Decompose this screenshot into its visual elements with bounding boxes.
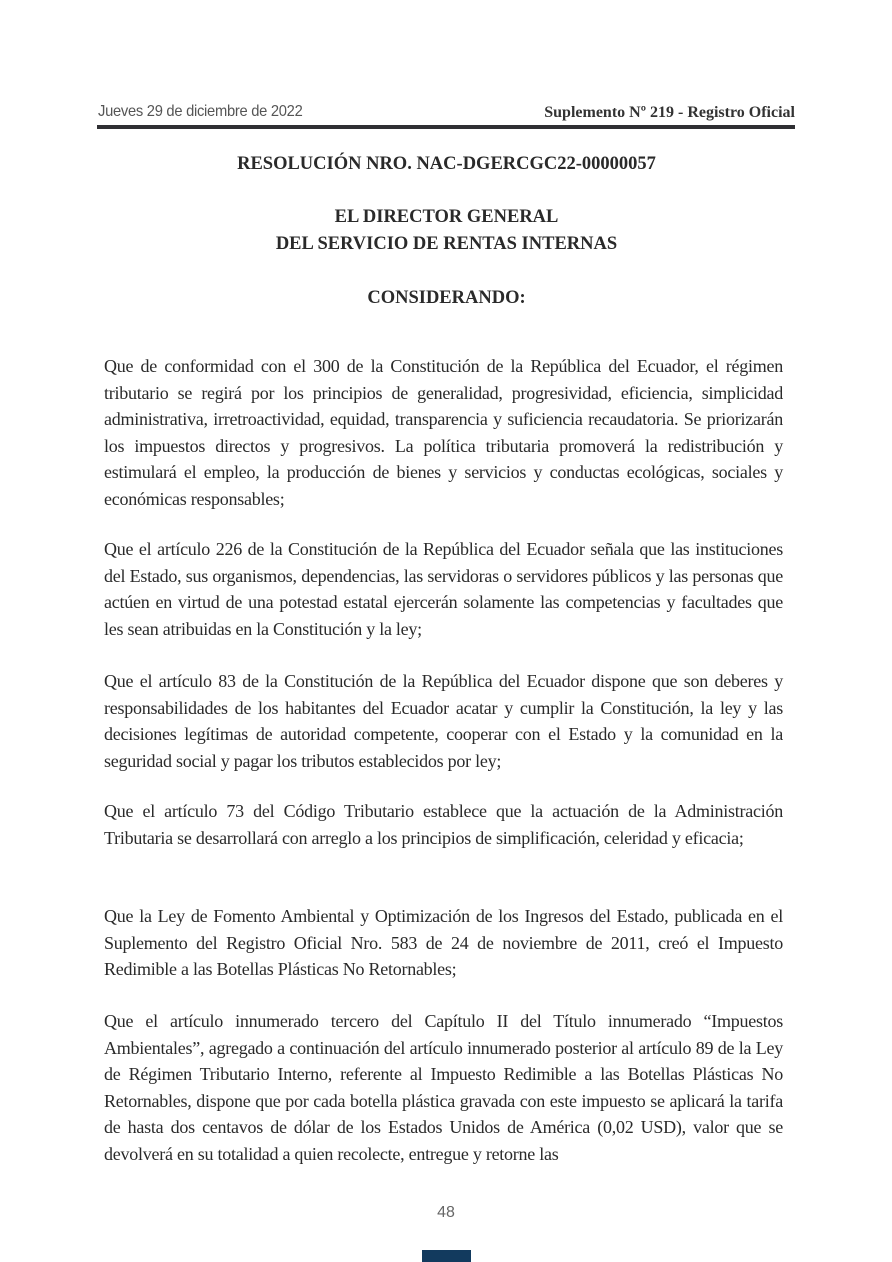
authority-heading bbox=[98, 204, 795, 258]
page-header bbox=[98, 103, 795, 125]
resolution-title: RESOLUCIÓN NRO. NAC-DGERCGC22-00000057 bbox=[237, 154, 656, 174]
considerando-paragraph: Que el artículo innumerado tercero del Capítulo II del Título innumerado “Impuestos Ambientales”, agregado a continuación del artículo innumerado posterior al artículo 89 de la Ley de Régimen Tributario Interno, referente al Impuesto Redimible a las Botellas Plásticas No Retornables, dispone que por cada botella plástica gravada con este impuesto se aplicará la tarifa de hasta dos centavos de dólar de los Estados Unidos de América (0,02 USD), valor que se devolverá en su totalidad a quien recolecte, entregue y retorne las bbox=[104, 1011, 783, 1164]
footer-bar-decoration bbox=[422, 1250, 471, 1262]
considerando-paragraph: Que el artículo 226 de la Constitución de la República del Ecuador señala que las instituciones del Estado, sus organismos, dependencias, las servidoras o servidores públicos y las personas que actúen en virtud de una potestad estatal ejercerán solamente las competencias y facultades que les sean atribuidas en la Constitución y la ley; bbox=[104, 539, 783, 639]
considerando-paragraph: Que la Ley de Fomento Ambiental y Optimización de los Ingresos del Estado, publicada en el Suplemento del Registro Oficial Nro. 583 de 24 de noviembre de 2011, creó el Impuesto Redimible a las Botellas Plásticas No Retornables; bbox=[104, 906, 783, 979]
considerando-paragraph: Que el artículo 73 del Código Tributario establece que la actuación de la Administración Tributaria se desarrollará con arreglo a los principios de simplificación, celeridad y eficacia; bbox=[104, 801, 783, 848]
authority-line-1: EL DIRECTOR GENERAL bbox=[334, 207, 559, 227]
page-number: 48 bbox=[437, 1204, 455, 1221]
header-date: Jueves 29 de diciembre de 2022 bbox=[98, 103, 303, 120]
header-rule-divider bbox=[97, 125, 795, 129]
header-publication: Suplemento Nº 219 - Registro Oficial bbox=[544, 104, 795, 121]
authority-line-2: DEL SERVICIO DE RENTAS INTERNAS bbox=[275, 234, 618, 254]
considerando-paragraph: Que de conformidad con el 300 de la Constitución de la República del Ecuador, el régimen tributario se regirá por los principios de generalidad, progresividad, eficiencia, simplicidad administrativa, irretroactividad, equidad, transparencia y suficiencia recaudatoria. Se priorizarán los impuestos directos y progresivos. La política tributaria promoverá la redistribución y estimulará el empleo, la producción de bienes y servicios y conductas ecológicas, sociales y económicas responsables; bbox=[104, 356, 783, 509]
section-heading: CONSIDERANDO: bbox=[367, 288, 526, 308]
considerando-paragraph: Que el artículo 83 de la Constitución de la República del Ecuador dispone que son deberes y responsabilidades de los habitantes del Ecuador acatar y cumplir la Constitución, la ley y las decisiones legítimas de autoridad competente, cooperar con el Estado y la comunidad en la seguridad social y pagar los tributos establecidos por ley; bbox=[104, 671, 783, 771]
